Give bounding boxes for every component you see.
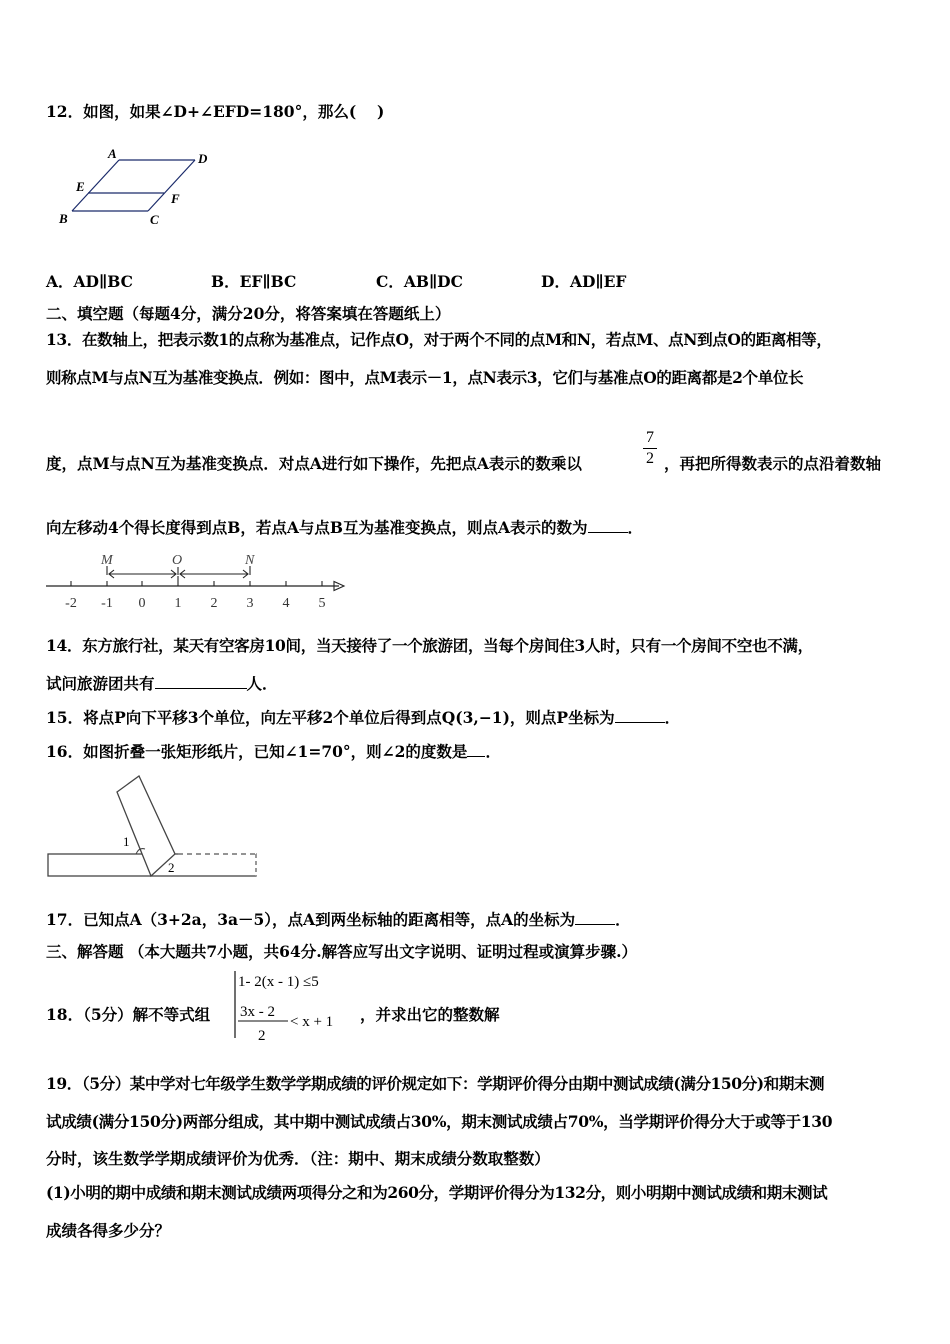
label-d: D bbox=[198, 151, 208, 166]
q12-option-b[interactable]: B．EF∥BC bbox=[211, 272, 297, 291]
q17-answer-blank[interactable] bbox=[575, 908, 615, 925]
q13-fraction bbox=[641, 428, 659, 469]
point-label-n: N bbox=[245, 553, 255, 568]
q15-end: ． bbox=[664, 708, 681, 727]
inequality-1: 1- 2(x - 1) ≤5 bbox=[238, 974, 319, 990]
label-a: A bbox=[108, 146, 117, 161]
q19-line5: 成绩各得多少分？ bbox=[46, 1221, 171, 1240]
label-c: C bbox=[150, 212, 159, 227]
q14-answer-blank[interactable] bbox=[155, 672, 247, 689]
q17-text: 17．已知点A（3+2a，3a－5），点A到两坐标轴的距离相等，点A的坐标为 bbox=[46, 910, 576, 929]
q13-line3a: 度，点M与点N互为基准变换点．对点A进行如下操作，先把点A表示的数乘以 bbox=[46, 454, 582, 473]
tick-label: -1 bbox=[101, 596, 113, 611]
q13-line4 bbox=[46, 516, 643, 538]
q13-line4-text: 向左移动4个得长度得到点B，若点A与点B互为基准变换点，则点A表示的数为 bbox=[46, 518, 588, 537]
q12-stem: 12．如图，如果∠D+∠EFD=180°，那么( ) bbox=[46, 102, 385, 121]
tick-label: 4 bbox=[282, 596, 290, 611]
q19-line1: 19．（5分）某中学对七年级学生数学学期成绩的评价规定如下：学期评价得分由期中测试成绩(满分150分)和期末测 bbox=[46, 1074, 825, 1093]
q17-stem bbox=[46, 908, 631, 930]
q19-line4: (1)小明的期中成绩和期末测试成绩两项得分之和为260分，学期评价得分为132分，则小明期中测试成绩和期末测试 bbox=[46, 1183, 828, 1202]
tick-label: -2 bbox=[65, 596, 77, 611]
angle-label-2: 2 bbox=[168, 860, 175, 875]
q12-option-d[interactable]: D．AD∥EF bbox=[541, 272, 627, 291]
tick-label: 1 bbox=[174, 596, 182, 611]
tick-label: 5 bbox=[318, 596, 326, 611]
q16-text: 16．如图折叠一张矩形纸片，已知∠1=70°，则∠2的度数是 bbox=[46, 742, 468, 761]
q12-parallelogram-figure bbox=[52, 142, 222, 232]
tick-label: 0 bbox=[138, 596, 146, 611]
fraction-denominator: 2 bbox=[646, 450, 654, 467]
q14-line2-text: 试问旅游团共有 bbox=[46, 674, 155, 693]
q13-answer-blank[interactable] bbox=[588, 516, 628, 533]
inequality-2-denominator: 2 bbox=[258, 1028, 266, 1044]
inequality-2-numerator: 3x - 2 bbox=[240, 1004, 275, 1020]
q19-line3: 分时，该生数学学期成绩评价为优秀．（注：期中、期末成绩分数取整数） bbox=[46, 1149, 550, 1168]
q13-line1: 13．在数轴上，把表示数1的点称为基准点，记作点O，对于两个不同的点M和N，若点M、点N到点O的距离相等， bbox=[46, 330, 832, 349]
q15-text: 15．将点P向下平移3个单位，向左平移2个单位后得到点Q(3,−1)，则点P坐标为 bbox=[46, 708, 615, 727]
label-e: E bbox=[76, 179, 85, 194]
q13-line3b: ，再把所得数表示的点沿着数轴 bbox=[664, 454, 882, 473]
q16-stem bbox=[46, 740, 501, 762]
q18-inequality-system bbox=[226, 966, 356, 1046]
q17-end: ． bbox=[615, 910, 631, 929]
angle-label-1: 1 bbox=[123, 834, 130, 849]
point-label-m: M bbox=[101, 553, 113, 568]
q16-end: ． bbox=[485, 742, 501, 761]
label-f: F bbox=[171, 191, 180, 206]
q13-line4-end: ． bbox=[627, 518, 644, 537]
q16-answer-blank[interactable] bbox=[467, 740, 485, 757]
q18-prefix: 18．（5分）解不等式组 bbox=[46, 1005, 211, 1024]
q19-line2: 试成绩(满分150分)两部分组成，其中期中测试成绩占30%，期末测试成绩占70%，当学期评价得分大于或等于130 bbox=[46, 1112, 833, 1131]
point-label-o: O bbox=[172, 553, 183, 568]
q14-line2 bbox=[46, 672, 278, 694]
tick-label: 3 bbox=[246, 596, 254, 611]
tick-label: 2 bbox=[210, 596, 218, 611]
folded-flap bbox=[117, 776, 175, 876]
q14-line1: 14．东方旅行社，某天有空客房10间，当天接待了一个旅游团，当每个房间住3人时，只有一个房间不空也不满， bbox=[46, 636, 813, 655]
q16-folded-paper-figure bbox=[46, 772, 261, 880]
q18-suffix: ，并求出它的整数解 bbox=[360, 1005, 500, 1024]
inequality-2-rhs: < x + 1 bbox=[290, 1014, 334, 1030]
q15-answer-blank[interactable] bbox=[615, 706, 665, 723]
section-2-heading: 二、填空题（每题4分，满分20分，将答案填在答题纸上） bbox=[46, 304, 451, 323]
q13-line2: 则称点M与点N互为基准变换点．例如：图中，点M表示－1，点N表示3，它们与基准点O的距离都是2个单位长 bbox=[46, 368, 804, 387]
label-b: B bbox=[59, 211, 68, 226]
q14-line2-end: 人． bbox=[246, 674, 278, 693]
q13-number-line-figure bbox=[44, 546, 349, 616]
q12-option-c[interactable]: C．AB∥DC bbox=[376, 272, 463, 291]
section-3-heading: 三、解答题 （本大题共7小题，共64分.解答应写出文字说明、证明过程或演算步骤.） bbox=[46, 942, 638, 961]
fraction-numerator: 7 bbox=[646, 429, 654, 446]
tick-marks bbox=[71, 576, 322, 586]
q15-stem bbox=[46, 706, 680, 728]
q12-option-a[interactable]: A．AD∥BC bbox=[46, 272, 133, 291]
